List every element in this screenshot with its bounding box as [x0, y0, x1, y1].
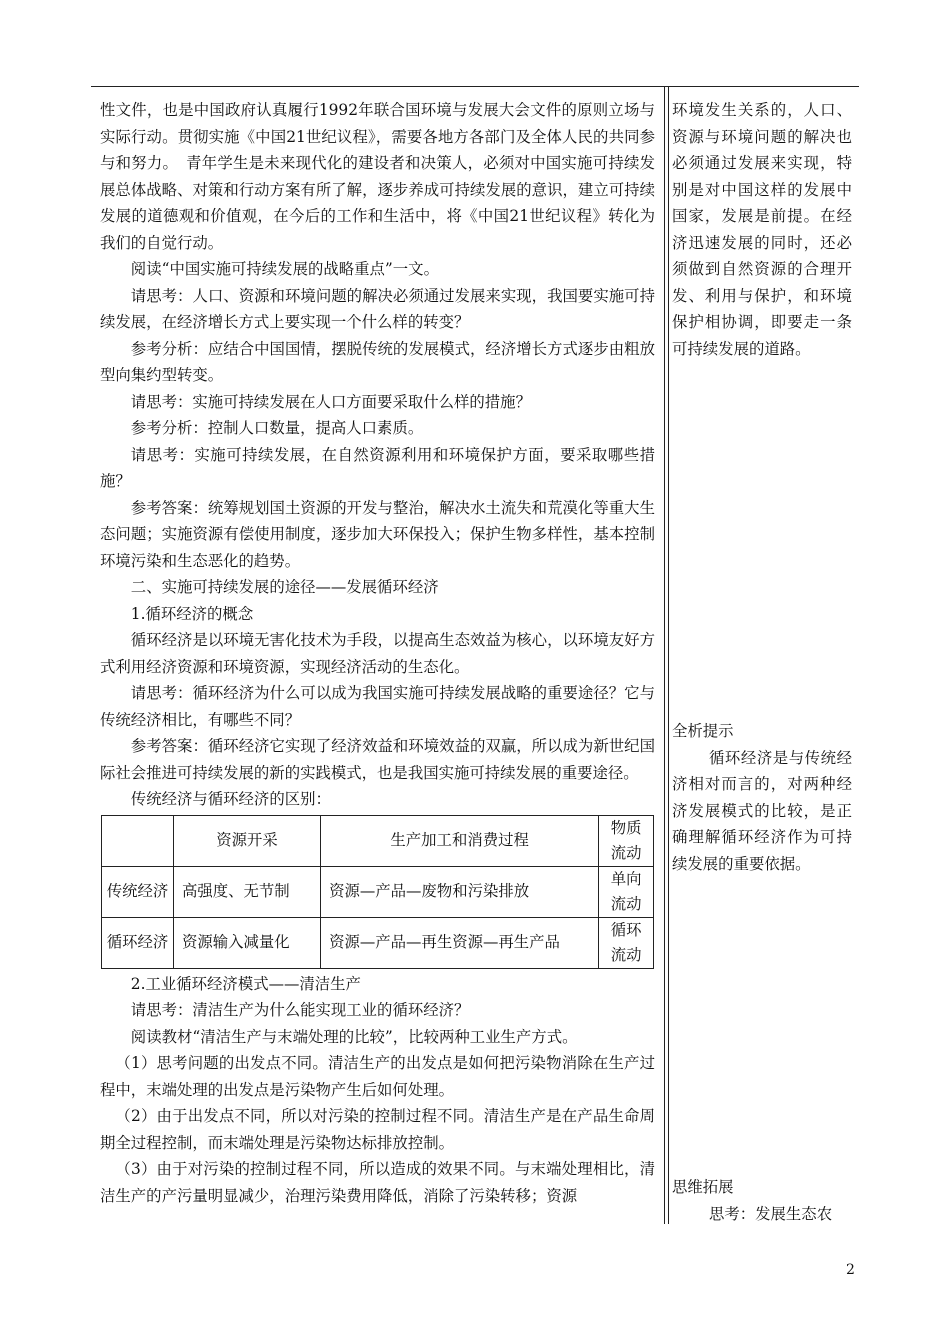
subsection-heading: 1.循环经济的概念 [130, 604, 254, 623]
list-item: （3）由于对污染的控制过程不同，所以造成的效果不同。与末端处理相比，清洁生产的产污量明显减少，治理污染费用降低，消除了污染转移；资源 [100, 1160, 655, 1205]
table-header-cell [102, 815, 174, 866]
side-note: 思考：发展生态农 [708, 1204, 833, 1223]
table-cell: 循环流动 [599, 917, 654, 968]
table-cell: 高强度、无节制 [173, 866, 320, 917]
comparison-table [101, 815, 654, 969]
question: 请思考：实施可持续发展在人口方面要采取什么样的措施？ [130, 392, 531, 411]
table-row [102, 917, 654, 968]
table-header-cell: 资源开采 [173, 815, 320, 866]
list-item: （2）由于出发点不同，所以对污染的控制过程不同。清洁生产是在产品生命周期全过程控制，而末端处理是污染物达标排放控制。 [100, 1107, 655, 1152]
table-row [102, 866, 654, 917]
table-cell: 资源输入减量化 [173, 917, 320, 968]
table-cell: 资源—产品—废物和污染排放 [321, 866, 599, 917]
subsection-heading: 2.工业循环经济模式——清洁生产 [130, 974, 361, 993]
paragraph: 循环经济是以环境无害化技术为手段，以提高生态效益为核心，以环境友好方式利用经济资源和环境资源，实现经济活动的生态化。 [100, 631, 655, 676]
side-note: 循环经济是与传统经济相对而言的，对两种经济发展模式的比较，是正确理解循环经济作为可持续发展的重要依据。 [672, 748, 852, 873]
column-divider [664, 87, 665, 1224]
table-cell: 单向流动 [599, 866, 654, 917]
header-rule [91, 86, 859, 87]
main-column [100, 97, 655, 1209]
side-column [672, 97, 852, 1227]
paragraph: 阅读“中国实施可持续发展的战略重点”一文。 [130, 260, 439, 278]
column-divider-inner [668, 87, 669, 1224]
table-caption: 传统经济与循环经济的区别： [130, 790, 331, 808]
table-cell: 资源—产品—再生资源—再生产品 [321, 917, 599, 968]
side-note: 环境发生关系的，人口、资源与环境问题的解决也必须通过发展来实现，特别是对中国这样的发展中国家，发展是前提。在经济迅速发展的同时，还必须做到自然资源的合理开发、利用与保护，和环境保护相协调，即要走一条可持续发展的道路。 [672, 101, 852, 358]
section-heading: 二、实施可持续发展的途径——发展循环经济 [130, 578, 439, 596]
table-header-row [102, 815, 654, 866]
list-item: （1）思考问题的出发点不同。清洁生产的出发点是如何把污染物消除在生产过程中，末端处理的出发点是污染物产生后如何处理。 [100, 1054, 655, 1099]
question: 请思考：清洁生产为什么能实现工业的循环经济？ [130, 1001, 470, 1019]
question: 请思考：循环经济为什么可以成为我国实施可持续发展战略的重要途径？它与传统经济相比，有哪些不同？ [100, 684, 655, 729]
question: 请思考：人口、资源和环境问题的解决必须通过发展来实现，我国要实施可持续发展，在经济增长方式上要实现一个什么样的转变？ [100, 286, 655, 331]
table-header-cell: 生产加工和消费过程 [321, 815, 599, 866]
table-cell: 传统经济 [102, 866, 174, 917]
answer: 参考分析：应结合中国国情，摆脱传统的发展模式，经济增长方式逐步由粗放型向集约型转变。 [100, 339, 655, 384]
answer: 参考答案：统筹规划国土资源的开发与整治，解决水土流失和荒漠化等重大生态问题；实施资源有偿使用制度，逐步加大环保投入；保护生物多样性，基本控制环境污染和生态恶化的趋势。 [100, 498, 655, 570]
table-header-cell: 物质流动 [599, 815, 654, 866]
table-cell: 循环经济 [102, 917, 174, 968]
paragraph: 阅读教材“清洁生产与末端处理的比较”，比较两种工业生产方式。 [130, 1027, 578, 1046]
paragraph: 性文件，也是中国政府认真履行1992年联合国环境与发展大会文件的原则立场与实际行动。贯彻实施《中国21世纪议程》，需要各地方各部门及全体人民的共同参与和努力。 青年学生是未来现代化的建设者和决策人，必须对中国实施可持续发展总体战略、对策和行动方案有所了解，逐步养成可持续发展的意识，建立可持续发展的道德观和价值观，在今后的工作和生活中，将《中国21世纪议程》转化为我们的自觉行动。 [100, 101, 655, 252]
answer: 参考答案：循环经济它实现了经济效益和环境效益的双赢，所以成为新世纪国际社会推进可持续发展的新的实践模式，也是我国实施可持续发展的重要途径。 [100, 737, 655, 782]
question: 请思考：实施可持续发展，在自然资源利用和环境保护方面，要采取哪些措施？ [100, 445, 655, 490]
side-note-title: 全析提示 [672, 722, 734, 740]
side-note-title: 思维拓展 [672, 1178, 734, 1196]
answer: 参考分析：控制人口数量，提高人口素质。 [130, 419, 424, 437]
page-number: 2 [846, 1262, 855, 1278]
